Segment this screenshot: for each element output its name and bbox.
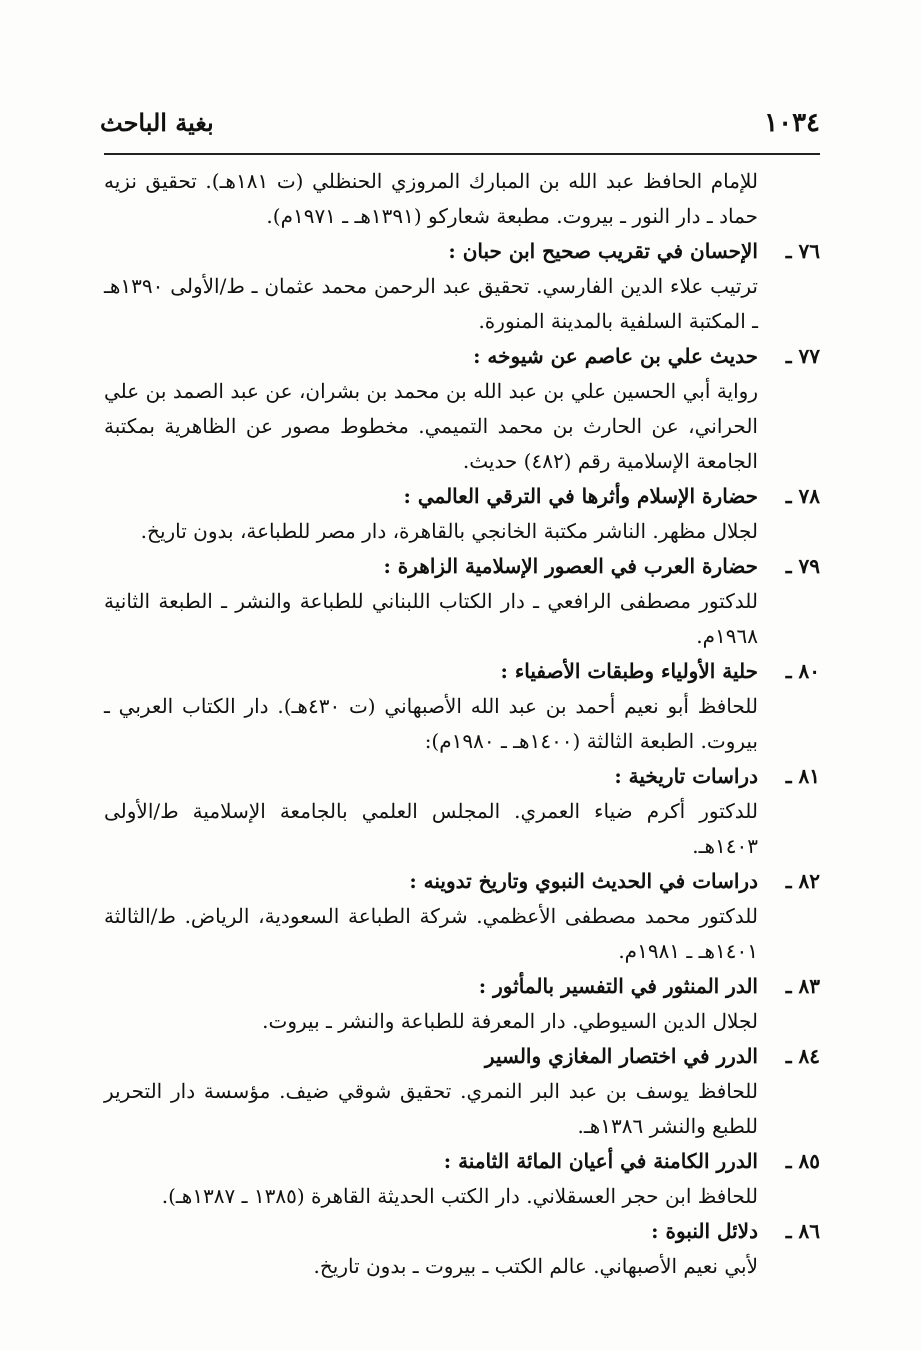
entry-title: حلية الأولياء وطبقات الأصفياء : [500, 659, 758, 683]
entry-number: ٨٤ ـ [785, 1044, 820, 1068]
entry-title: الدرر الكامنة في أعيان المائة الثامنة : [443, 1149, 758, 1173]
header-rule [104, 153, 820, 155]
entry-details: للدكتور أكرم ضياء العمري. المجلس العلمي بالجامعة الإسلامية ط/الأولى ١٤٠٣هـ. [104, 799, 758, 858]
running-title: بغية الباحث [100, 108, 214, 137]
entry-number: ٧٦ ـ [785, 239, 820, 263]
bibliography-entry-83 [104, 969, 820, 1039]
entry-details: رواية أبي الحسين علي بن عبد الله بن محمد بن بشران، عن عبد الصمد بن علي الحراني، عن الحارث بن محمد التميمي. مخطوط مصور عن الظاهرية بمكتبة الجامعة الإسلامية رقم (٤٨٢) حديث. [104, 379, 758, 473]
entry-details: للحافظ أبو نعيم أحمد بن عبد الله الأصبهاني (ت ٤٣٠هـ). دار الكتاب العربي ـ بيروت. الطبعة الثالثة (١٤٠٠هـ ـ ١٩٨٠م): [104, 694, 759, 753]
bibliography-entry-86 [104, 1214, 820, 1284]
entry-details: للدكتور مصطفى الرافعي ـ دار الكتاب اللبناني للطباعة والنشر ـ الطبعة الثانية ١٩٦٨م. [104, 589, 758, 648]
entry-number: ٨١ ـ [785, 764, 820, 788]
page-number: ١٠٣٤ [764, 108, 820, 138]
entry-title: حضارة الإسلام وأثرها في الترقي العالمي : [403, 484, 758, 508]
entry-details: لأبي نعيم الأصبهاني. عالم الكتب ـ بيروت ـ بدون تاريخ. [313, 1254, 758, 1278]
entry-title: دراسات في الحديث النبوي وتاريخ تدوينه : [409, 869, 758, 893]
entry-number: ٨٢ ـ [785, 869, 820, 893]
entry-title: دلائل النبوة : [651, 1219, 758, 1243]
entry-details: لجلال الدين السيوطي. دار المعرفة للطباعة والنشر ـ بيروت. [262, 1009, 758, 1033]
entry-title: الدرر في اختصار المغازي والسير [484, 1044, 758, 1068]
entry-number: ٧٧ ـ [785, 344, 820, 368]
entry-number: ٨٠ ـ [785, 659, 820, 683]
bibliography-entry-81 [104, 759, 820, 864]
entry-details: لجلال مظهر. الناشر مكتبة الخانجي بالقاهرة، دار مصر للطباعة، بدون تاريخ. [140, 519, 758, 543]
bibliography-entry-85 [104, 1144, 820, 1214]
entry-number: ٨٥ ـ [785, 1149, 820, 1173]
entry-number: ٨٣ ـ [785, 974, 820, 998]
bibliography-list [104, 164, 820, 1284]
entry-details: للحافظ ابن حجر العسقلاني. دار الكتب الحديثة القاهرة (١٣٨٥ ـ ١٣٨٧هـ). [161, 1184, 758, 1208]
entry-number: ٨٦ ـ [785, 1219, 820, 1243]
entry-title: الإحسان في تقريب صحيح ابن حبان : [448, 239, 758, 263]
entry-number: ٧٩ ـ [785, 554, 820, 578]
bibliography-entry-84 [104, 1039, 820, 1144]
page-header [100, 108, 820, 148]
entry-details: ترتيب علاء الدين الفارسي. تحقيق عبد الرحمن محمد عثمان ـ ط/الأولى ١٣٩٠هـ ـ المكتبة السلفية بالمدينة المنورة. [104, 274, 758, 333]
bibliography-entry-76 [104, 234, 820, 339]
entry-details: للحافظ يوسف بن عبد البر النمري. تحقيق شوقي ضيف. مؤسسة دار التحرير للطبع والنشر ١٣٨٦هـ. [104, 1079, 758, 1138]
bibliography-entry-80 [104, 654, 820, 759]
entry-title: حضارة العرب في العصور الإسلامية الزاهرة : [383, 554, 758, 578]
bibliography-entry-77 [104, 339, 820, 479]
bibliography-entry-78 [104, 479, 820, 549]
bibliography-entry-79 [104, 549, 820, 654]
entry-title: الدر المنثور في التفسير بالمأثور : [478, 974, 758, 998]
bibliography-entry-82 [104, 864, 820, 969]
entry-number: ٧٨ ـ [785, 484, 820, 508]
entry-title: حديث علي بن عاصم عن شيوخه : [473, 344, 758, 368]
continued-entry-text: للإمام الحافظ عبد الله بن المبارك المروزي الحنظلي (ت ١٨١هـ). تحقيق نزيه حماد ـ دار النور ـ بيروت. مطبعة شعاركو (١٣٩١هـ ـ ١٩٧١م). [104, 169, 758, 228]
entry-details: للدكتور محمد مصطفى الأعظمي. شركة الطباعة السعودية، الرياض. ط/الثالثة ١٤٠١هـ ـ ١٩٨١م. [104, 904, 758, 963]
entry-title: دراسات تاريخية : [614, 764, 758, 788]
